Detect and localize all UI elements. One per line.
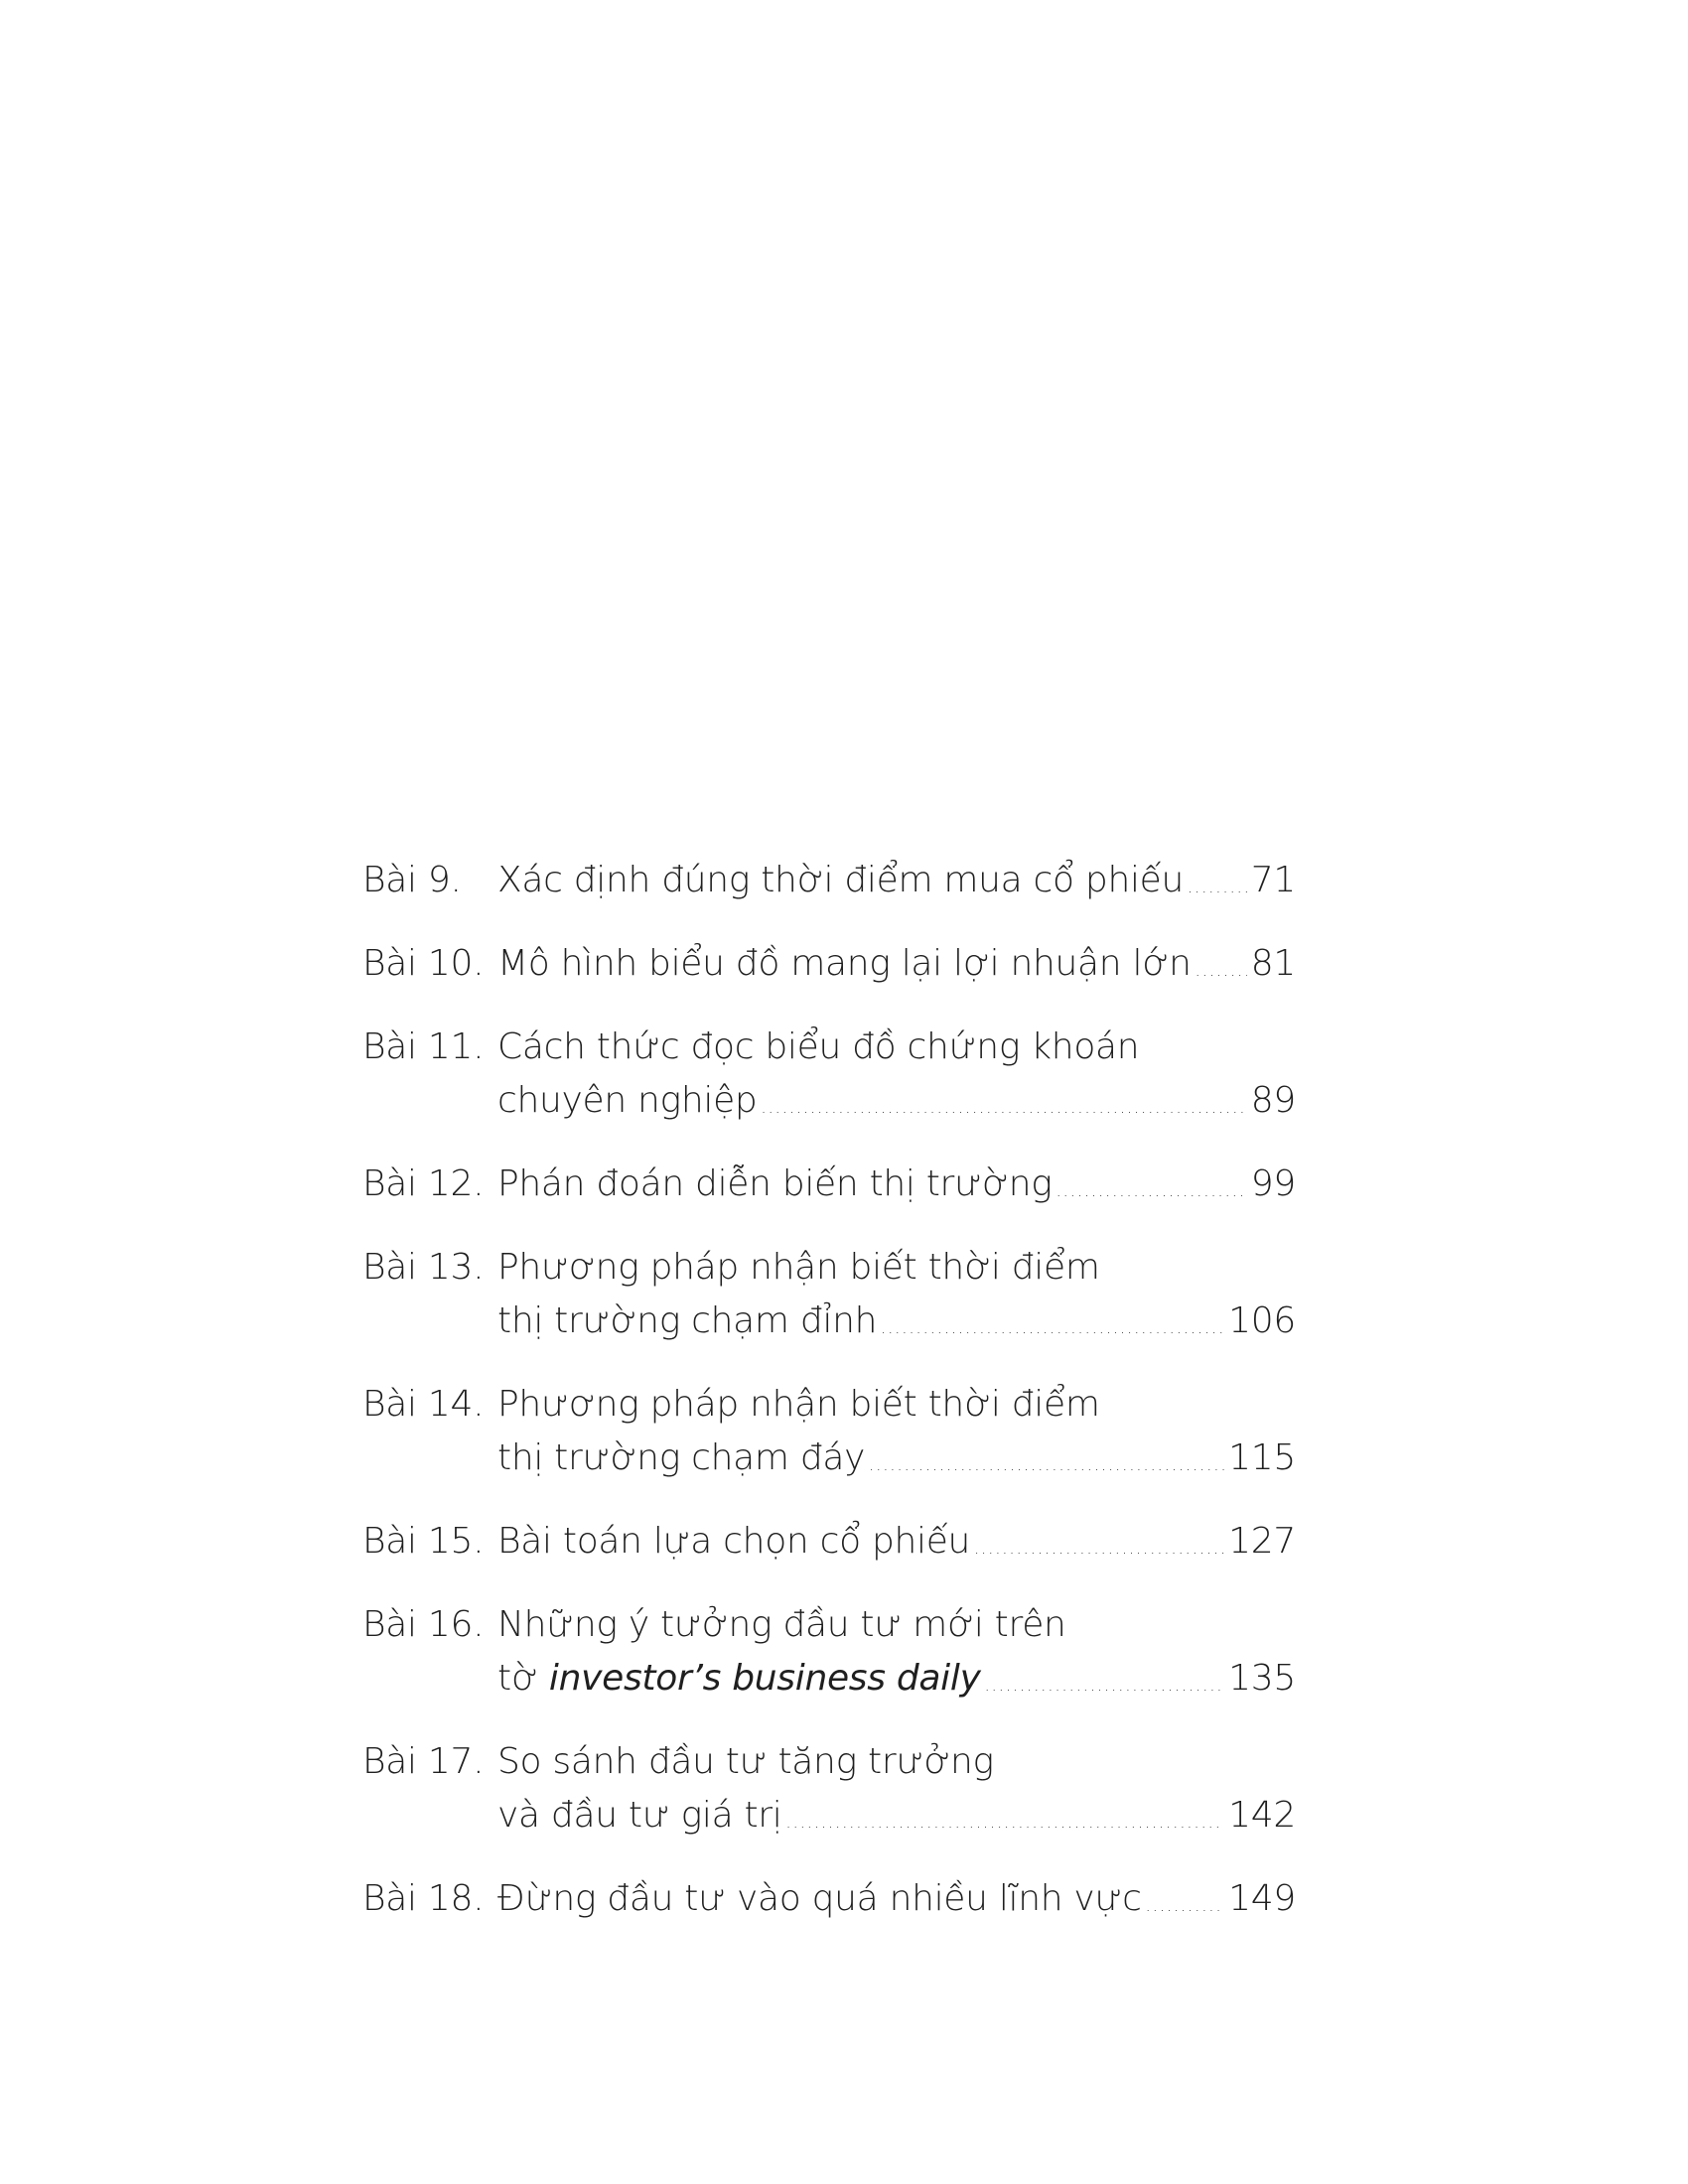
dot-leader — [869, 1457, 1224, 1485]
toc-entry — [362, 1598, 1296, 1706]
toc-entry-number: Bài 11. — [362, 1026, 485, 1067]
toc-entry-title-line — [497, 1735, 1296, 1789]
toc-entry-page-number: 135 — [1228, 1658, 1296, 1699]
toc-entry-last-text — [497, 1872, 1142, 1926]
toc-entry-last-line — [497, 854, 1296, 907]
toc-entry-number: Bài 18. — [362, 1878, 485, 1919]
toc-entry-title — [497, 854, 1296, 907]
toc-entry — [362, 1378, 1296, 1485]
toc-entry-number: Bài 15. — [362, 1521, 485, 1562]
table-of-contents — [362, 854, 1296, 1956]
toc-entry-title-text: Phương pháp nhận biết thời điểm — [497, 1384, 1100, 1425]
toc-entry-last-line — [497, 1295, 1296, 1348]
toc-entry-last-line — [497, 1515, 1296, 1569]
dot-leader — [1146, 1898, 1225, 1926]
toc-entry-page-number: 142 — [1228, 1795, 1296, 1836]
toc-entry-number: Bài 16. — [362, 1604, 485, 1645]
toc-entry-text: Phán đoán diễn biến thị trường — [497, 1163, 1053, 1204]
toc-entry-last-line — [497, 1872, 1296, 1926]
toc-entry-text: Xác định đúng thời điểm mua cổ phiếu — [497, 860, 1185, 900]
toc-entry-page-number: 149 — [1228, 1878, 1296, 1919]
dot-leader — [1196, 963, 1247, 991]
toc-entry-title-text: So sánh đầu tư tăng trưởng — [497, 1741, 994, 1782]
toc-entry-last-text — [497, 1158, 1053, 1211]
toc-entry-text: Bài toán lựa chọn cổ phiếu — [497, 1521, 971, 1562]
toc-entry-title-text: Cách thức đọc biểu đồ chứng khoán — [497, 1026, 1140, 1067]
toc-entry-number: Bài 17. — [362, 1741, 485, 1782]
toc-entry-last-line — [497, 1074, 1296, 1128]
toc-entry-text: thị trường chạm đỉnh — [497, 1300, 878, 1341]
toc-entry-last-line — [497, 1158, 1296, 1211]
toc-entry-title — [497, 1872, 1296, 1926]
dot-leader — [974, 1541, 1224, 1569]
toc-entry-title — [497, 1515, 1296, 1569]
toc-entry-page-number: 115 — [1228, 1437, 1296, 1478]
toc-entry-last-text — [497, 1295, 877, 1348]
toc-entry-last-line — [497, 1432, 1296, 1485]
toc-entry-title-line — [497, 1378, 1296, 1432]
toc-entry-last-text — [497, 1515, 970, 1569]
toc-entry-number: Bài 10. — [362, 943, 485, 984]
toc-entry-page-number: 127 — [1228, 1521, 1296, 1562]
dot-leader — [985, 1678, 1225, 1706]
toc-entry-page-number: 106 — [1228, 1300, 1296, 1341]
toc-entry-number: Bài 9. — [362, 860, 462, 900]
toc-entry-title-text: Những ý tưởng đầu tư mới trên — [497, 1604, 1066, 1645]
toc-entry-last-text — [497, 937, 1192, 991]
toc-entry-last-text — [497, 854, 1184, 907]
toc-entry-last-line — [497, 1652, 1296, 1706]
toc-entry — [362, 1241, 1296, 1348]
dot-leader — [1056, 1183, 1247, 1211]
toc-entry-text: Đừng đầu tư vào quá nhiều lĩnh vực — [497, 1878, 1142, 1919]
toc-entry — [362, 937, 1296, 991]
toc-entry-number: Bài 14. — [362, 1384, 485, 1425]
toc-entry-title — [497, 937, 1296, 991]
toc-entry-text: Mô hình biểu đồ mang lại lợi nhuận lớn — [497, 943, 1192, 984]
toc-entry — [362, 1735, 1296, 1843]
toc-entry-number: Bài 12. — [362, 1163, 485, 1204]
toc-entry-last-text — [497, 1789, 782, 1843]
toc-entry-page-number: 89 — [1250, 1080, 1296, 1121]
toc-entry-italic-text: investor’s business daily — [548, 1658, 981, 1699]
toc-entry-title — [497, 1598, 1296, 1706]
toc-entry-last-text — [497, 1074, 757, 1128]
dot-leader — [881, 1320, 1224, 1348]
toc-entry-page-number: 99 — [1250, 1163, 1296, 1204]
dot-leader — [786, 1815, 1225, 1843]
toc-entry-number: Bài 13. — [362, 1247, 485, 1288]
toc-entry-text: tờ — [497, 1658, 549, 1699]
toc-entry-title — [497, 1241, 1296, 1348]
toc-entry — [362, 1872, 1296, 1926]
toc-entry-title-text: Phương pháp nhận biết thời điểm — [497, 1247, 1100, 1288]
toc-entry — [362, 1158, 1296, 1211]
toc-entry-last-line — [497, 1789, 1296, 1843]
toc-entry-page-number: 81 — [1250, 943, 1296, 984]
toc-entry-title — [497, 1378, 1296, 1485]
toc-entry-text: chuyên nghiệp — [497, 1080, 758, 1121]
toc-entry-title — [497, 1021, 1296, 1128]
dot-leader — [1188, 880, 1247, 907]
toc-entry-title-line — [497, 1021, 1296, 1074]
toc-entry-title — [497, 1735, 1296, 1843]
dot-leader — [761, 1100, 1246, 1128]
toc-entry-page-number: 71 — [1250, 860, 1296, 900]
toc-entry-title — [497, 1158, 1296, 1211]
toc-entry-last-text — [497, 1652, 981, 1706]
toc-entry-title-line — [497, 1598, 1296, 1652]
toc-entry — [362, 854, 1296, 907]
toc-entry-last-line — [497, 937, 1296, 991]
toc-entry-text: và đầu tư giá trị — [497, 1795, 782, 1836]
toc-entry — [362, 1515, 1296, 1569]
toc-entry-text: thị trường chạm đáy — [497, 1437, 866, 1478]
toc-entry-last-text — [497, 1432, 865, 1485]
toc-entry — [362, 1021, 1296, 1128]
toc-entry-title-line — [497, 1241, 1296, 1295]
